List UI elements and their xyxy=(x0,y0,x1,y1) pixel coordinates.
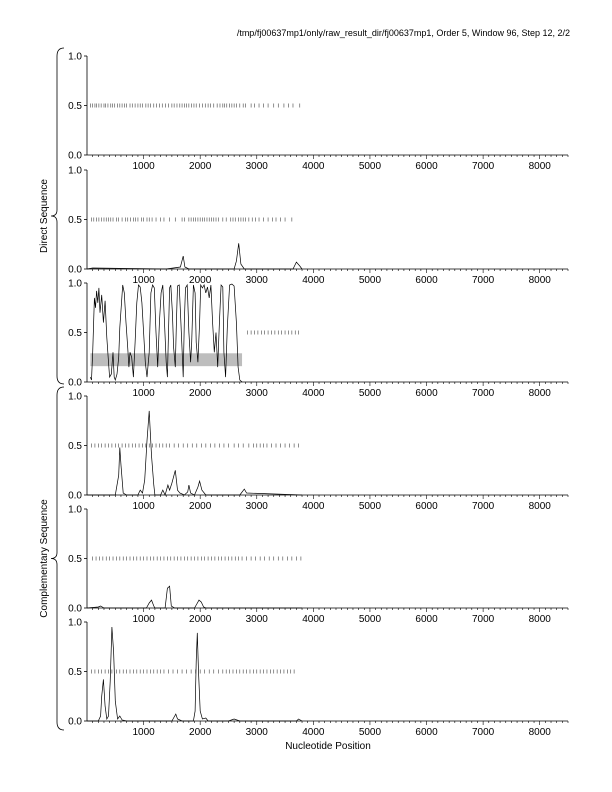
x-tick-label: 3000 xyxy=(245,501,268,512)
x-tick-label: 8000 xyxy=(528,161,551,172)
x-tick-label: 7000 xyxy=(471,501,495,512)
x-tick-label: 6000 xyxy=(415,161,438,172)
x-tick-label: 2000 xyxy=(189,161,212,172)
x-tick-label: 6000 xyxy=(415,388,438,399)
x-tick-label: 5000 xyxy=(358,614,382,625)
x-tick-label: 1000 xyxy=(132,161,155,172)
x-tick-label: 1000 xyxy=(132,727,155,738)
group-label: Complementary Sequence xyxy=(39,499,50,618)
x-tick-label: 5000 xyxy=(358,388,382,399)
x-tick-label: 8000 xyxy=(528,614,551,625)
x-tick-label: 2000 xyxy=(189,727,212,738)
x-axis-title: Nucleotide Position xyxy=(285,741,371,752)
x-tick-label: 6000 xyxy=(415,275,438,286)
y-tick-label: 1.0 xyxy=(68,51,82,63)
signal-line xyxy=(87,586,302,608)
x-tick-label: 4000 xyxy=(302,727,325,738)
x-tick-label: 7000 xyxy=(471,388,495,399)
x-tick-label: 5000 xyxy=(358,501,382,512)
panel-1 xyxy=(68,52,568,173)
y-tick-label: 0.5 xyxy=(68,441,82,452)
group-bracket xyxy=(51,387,64,730)
y-tick-label: 0.5 xyxy=(68,101,82,112)
panel-5 xyxy=(68,505,568,626)
y-tick-label: 0.5 xyxy=(68,667,82,678)
x-tick-label: 3000 xyxy=(245,614,268,625)
y-tick-label: 0.0 xyxy=(68,490,82,502)
panel-3 xyxy=(68,279,568,400)
signal-line xyxy=(90,284,242,382)
x-tick-label: 1000 xyxy=(132,275,155,286)
x-tick-label: 2000 xyxy=(189,501,212,512)
x-tick-label: 4000 xyxy=(302,161,325,172)
x-tick-label: 6000 xyxy=(415,614,438,625)
x-tick-label: 3000 xyxy=(245,275,268,286)
x-tick-label: 7000 xyxy=(471,727,495,738)
y-tick-label: 0.5 xyxy=(68,554,82,565)
x-tick-label: 5000 xyxy=(358,161,382,172)
x-tick-label: 5000 xyxy=(358,275,382,286)
x-tick-label: 5000 xyxy=(358,727,382,738)
x-tick-label: 3000 xyxy=(245,161,268,172)
y-tick-label: 1.0 xyxy=(68,504,82,516)
x-tick-label: 7000 xyxy=(471,161,495,172)
x-tick-label: 3000 xyxy=(245,727,268,738)
y-tick-label: 1.0 xyxy=(68,391,82,403)
signal-line xyxy=(87,243,302,269)
y-tick-label: 0.0 xyxy=(68,150,82,162)
header-title: /tmp/fj00637mp1/only/raw_result_dir/fj00637mp1, Order 5, Window 96, Step 12, 2/2 xyxy=(236,28,570,38)
x-tick-label: 4000 xyxy=(302,501,325,512)
x-tick-label: 7000 xyxy=(471,614,495,625)
y-tick-label: 0.0 xyxy=(68,377,82,389)
panel-2 xyxy=(68,166,568,287)
x-tick-label: 4000 xyxy=(302,614,325,625)
group-bracket xyxy=(51,48,64,384)
y-tick-label: 1.0 xyxy=(68,617,82,629)
x-tick-label: 1000 xyxy=(132,388,155,399)
x-tick-label: 7000 xyxy=(471,275,495,286)
x-tick-label: 6000 xyxy=(415,501,438,512)
x-tick-label: 1000 xyxy=(132,501,155,512)
panel-4 xyxy=(68,392,568,513)
x-tick-label: 2000 xyxy=(189,275,212,286)
group-label: Direct Sequence xyxy=(39,179,50,253)
x-tick-label: 2000 xyxy=(189,388,212,399)
y-tick-label: 1.0 xyxy=(68,278,82,290)
y-tick-label: 0.0 xyxy=(68,603,82,615)
group-brackets xyxy=(39,48,64,730)
x-tick-label: 8000 xyxy=(528,501,551,512)
y-tick-label: 0.5 xyxy=(68,215,82,226)
x-tick-label: 1000 xyxy=(132,614,155,625)
panels xyxy=(68,52,568,739)
signal-line xyxy=(87,627,302,721)
x-tick-label: 4000 xyxy=(302,388,325,399)
signal-line xyxy=(87,411,302,495)
x-tick-label: 4000 xyxy=(302,275,325,286)
x-tick-label: 2000 xyxy=(189,614,212,625)
x-tick-label: 8000 xyxy=(528,388,551,399)
x-tick-label: 8000 xyxy=(528,727,551,738)
y-tick-label: 0.0 xyxy=(68,716,82,728)
x-tick-label: 6000 xyxy=(415,727,438,738)
x-tick-label: 8000 xyxy=(528,275,551,286)
y-tick-label: 1.0 xyxy=(68,165,82,177)
y-tick-label: 0.5 xyxy=(68,328,82,339)
x-tick-label: 3000 xyxy=(245,388,268,399)
y-tick-label: 0.0 xyxy=(68,264,82,276)
panel-6 xyxy=(68,618,568,739)
